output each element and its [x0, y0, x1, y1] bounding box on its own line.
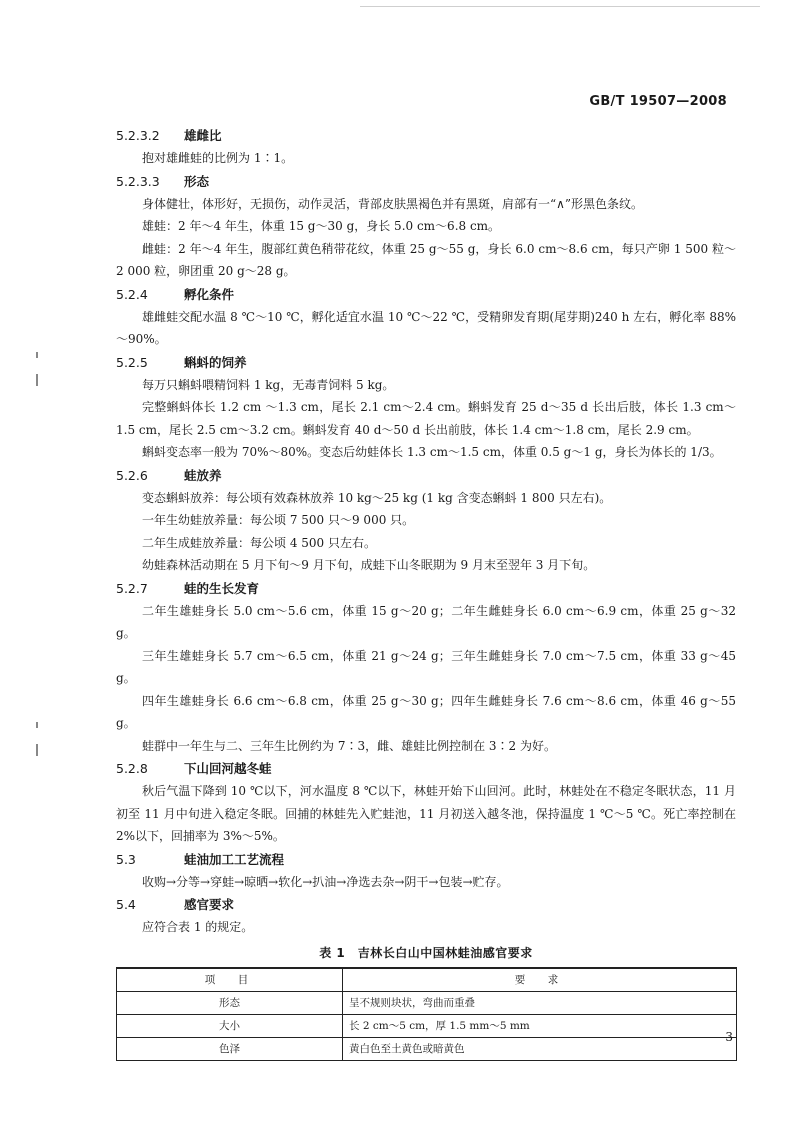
paragraph: 三年生雄蛙身长 5.7 cm～6.5 cm，体重 21 g～24 g；三年生雌蛙身长 7.0 cm～7.5 cm，体重 33 g～45 g。	[116, 648, 736, 685]
margin-mark	[36, 744, 38, 756]
section-number: 5.2.4	[116, 286, 148, 302]
paragraph: 秋后气温下降到 10 ℃以下，河水温度 8 ℃以下，林蛙开始下山回河。此时，林蛙处在不稳定冬眠状态，11 月初至 11 月中旬进入稳定冬眠。回捕的林蛙先入贮蛙池，11 月初送入越冬池，保持温度 1 ℃～5 ℃。死亡率控制在 2%以下，回捕率为 3%～5%。	[116, 784, 736, 843]
paragraph: 雄雌蛙交配水温 8 ℃～10 ℃，孵化适宜水温 10 ℃～22 ℃，受精卵发育期(尾芽期)240 h 左右，孵化率 88%～90%。	[116, 309, 736, 346]
table-row	[117, 1014, 737, 1037]
table-cell: 形态	[117, 991, 343, 1014]
section-heading	[116, 170, 736, 193]
paragraph: 蝌蚪变态率一般为 70%～80%。变态后幼蛙体长 1.3 cm～1.5 cm，体重 0.5 g～1 g，身长为体长的 1/3。	[142, 445, 722, 459]
section-heading	[116, 757, 736, 780]
section-number: 5.2.3.2	[116, 128, 160, 143]
paragraph: 抱对雄雌蛙的比例为 1∶1。	[142, 151, 294, 165]
table-header-row	[117, 968, 737, 992]
section-title: 蛙油加工工艺流程	[184, 851, 285, 867]
section-title: 孵化条件	[184, 286, 235, 302]
paragraph: 蛙群中一年生与二、三年生比例约为 7∶3，雌、雄蛙比例控制在 3∶2 为好。	[142, 738, 556, 753]
section-heading	[116, 283, 736, 306]
paragraph: 一年生幼蛙放养量：每公顷 7 500 只～9 000 只。	[142, 513, 415, 527]
section-number: 5.4	[116, 897, 136, 912]
paragraph: 二年生成蛙放养量：每公顷 4 500 只左右。	[142, 535, 376, 550]
section-number: 5.2.8	[116, 761, 148, 776]
section-number: 5.2.3.3	[116, 173, 160, 189]
document-body	[116, 124, 736, 1061]
section-number: 5.2.5	[116, 354, 148, 370]
section-title: 蝌蚪的饲养	[184, 354, 247, 370]
section-number: 5.2.7	[116, 580, 148, 596]
table-cell: 大小	[117, 1014, 343, 1037]
section-heading	[116, 351, 736, 374]
sensory-requirements-table	[116, 967, 737, 1061]
margin-mark	[36, 374, 38, 386]
section-title: 蛙的生长发育	[184, 580, 260, 596]
paragraph: 完整蝌蚪体长 1.2 cm ～1.3 cm，尾长 2.1 cm～2.4 cm。蝌蚪发育 25 d～35 d 长出后肢，体长 1.3 cm～1.5 cm，尾长 2.5 cm～3.2 cm。蝌蚪发育 40 d～50 d 长出前肢，体长 1.4 cm～1.8 cm，尾长 2.9 cm。	[116, 400, 736, 437]
paragraph: 收购→分等→穿蛙→晾晒→软化→扒油→净选去杂→阴干→包装→贮存。	[142, 874, 509, 889]
page-number: 3	[725, 1030, 733, 1044]
standard-code: GB/T 19507—2008	[589, 94, 727, 109]
table-header-requirement: 要 求	[343, 968, 737, 992]
section-title: 蛙放养	[184, 467, 222, 483]
paragraph: 每万只蝌蚪喂精饲料 1 kg，无毒青饲料 5 kg。	[142, 377, 395, 392]
paragraph: 四年生雄蛙身长 6.6 cm～6.8 cm，体重 25 g～30 g；四年生雌蛙身长 7.6 cm～8.6 cm，体重 46 g～55 g。	[116, 693, 736, 730]
section-number: 5.3	[116, 851, 136, 867]
paragraph: 雌蛙：2 年～4 年生，腹部红黄色稍带花纹，体重 25 g～55 g，身长 6.0 cm～8.6 cm，每只产卵 1 500 粒～2 000 粒，卵团重 20 g～28 g。	[116, 241, 736, 278]
paragraph: 变态蝌蚪放养：每公顷有效森林放养 10 kg～25 kg (1 kg 含变态蝌蚪 1 800 只左右)。	[142, 490, 612, 505]
table-cell: 呈不规则块状，弯曲而重叠	[343, 991, 737, 1014]
section-heading	[116, 577, 736, 600]
section-heading	[116, 848, 736, 871]
table-cell: 长 2 cm～5 cm，厚 1.5 mm～5 mm	[343, 1014, 737, 1037]
table-cell: 色泽	[117, 1037, 343, 1060]
table-header-item: 项 目	[117, 968, 343, 992]
section-title: 下山回河越冬蛙	[184, 761, 272, 776]
top-rule	[360, 6, 760, 7]
paragraph: 雄蛙：2 年～4 年生，体重 15 g～30 g，身长 5.0 cm～6.8 cm。	[142, 219, 501, 233]
section-number: 5.2.6	[116, 467, 148, 483]
section-heading	[116, 464, 736, 487]
paragraph: 二年生雄蛙身长 5.0 cm～5.6 cm，体重 15 g～20 g；二年生雌蛙身长 6.0 cm～6.9 cm，体重 25 g～32 g。	[116, 603, 736, 640]
margin-mark	[36, 352, 38, 358]
section-heading	[116, 124, 736, 147]
table-title: 表 1 吉林长白山中国林蛙油感官要求	[319, 945, 533, 960]
section-heading	[116, 893, 736, 916]
section-title: 形态	[184, 173, 210, 189]
table-row	[117, 991, 737, 1014]
section-title: 雄雌比	[184, 128, 222, 143]
margin-mark	[36, 722, 38, 728]
table-row	[117, 1037, 737, 1060]
paragraph: 应符合表 1 的规定。	[142, 920, 254, 934]
section-title: 感官要求	[184, 897, 235, 912]
table-cell: 黄白色至土黄色或暗黄色	[343, 1037, 737, 1060]
paragraph: 身体健壮，体形好，无损伤，动作灵活，背部皮肤黑褐色并有黑斑，肩部有一“∧”形黑色条纹。	[142, 196, 644, 211]
paragraph: 幼蛙森林活动期在 5 月下旬～9 月下旬，成蛙下山冬眠期为 9 月末至翌年 3 月下旬。	[142, 558, 596, 572]
